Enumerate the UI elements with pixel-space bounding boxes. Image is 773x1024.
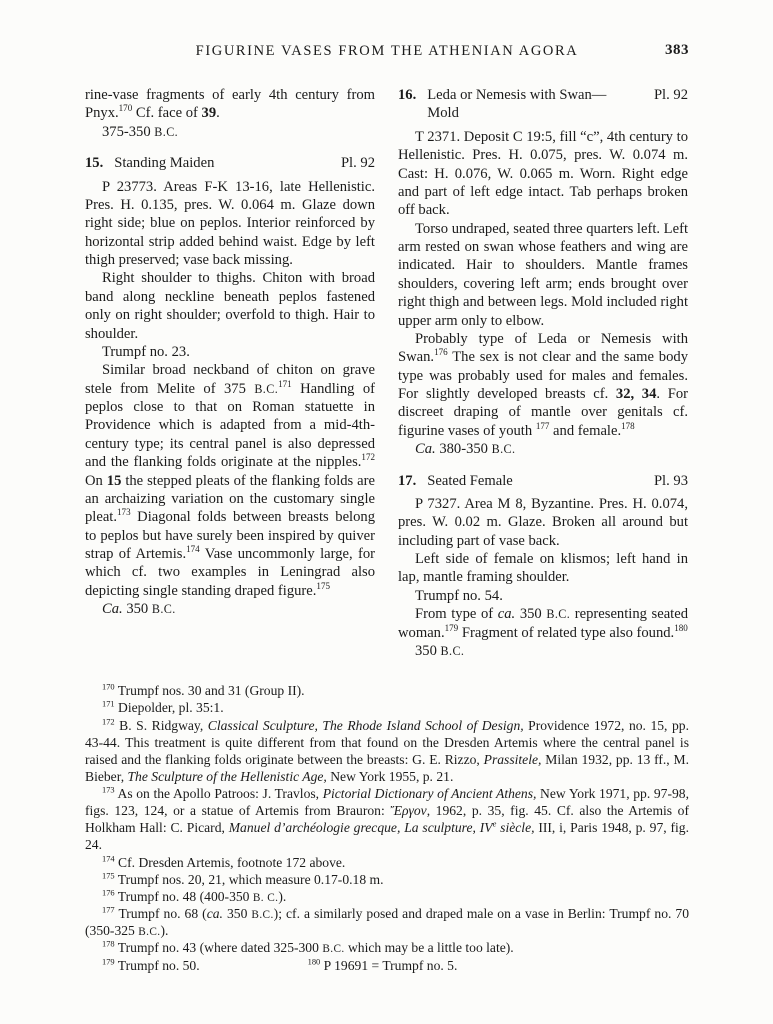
text-run: 350 <box>515 606 547 623</box>
text-run: B.C. <box>440 643 465 658</box>
text-run: Probably type of Leda or Nemesis with Swan. <box>398 330 688 366</box>
entry-heading <box>85 154 375 172</box>
text-run: ca. <box>497 606 516 623</box>
footnote-ref: 179 <box>444 622 459 633</box>
text-run: Diagonal folds between breasts belong to peplos but have surely been inspired by quiver strap of Artemis. <box>85 509 375 562</box>
text-run: B. C. <box>252 891 279 904</box>
text-run: B.C. <box>154 124 179 139</box>
text-run: Similar broad neckband of chiton on grave stele from Melite of 375 <box>85 362 375 397</box>
footnote-ref: 180 <box>674 622 688 633</box>
footnote-number: 174 <box>102 852 115 863</box>
footnote-ref: 177 <box>535 420 550 431</box>
text-run: Trumpf nos. 30 and 31 (Group II). <box>117 683 305 699</box>
text-run: and female. <box>549 422 622 439</box>
text-run: Diepolder, pl. 35:1. <box>118 700 224 716</box>
text-run: Ca. <box>102 601 123 618</box>
text-run: Trumpf nos. 20, 21, which measure 0.17-0.18 m. <box>117 871 384 887</box>
text-run: The Sculpture of the Hellenistic Age, <box>127 768 327 784</box>
text-run: P 23773. Areas F-K 13-16, late Hellenistic. Pres. H. 0.135, pres. W. 0.064 m. Glaze down right side; blue on peplos. Interior reinforced by horizontal strip added behind waist. Edge by left thigh preserved; vase back missing. <box>85 178 375 268</box>
text-run: B.C. <box>254 381 279 396</box>
text-run: Pictorial Dictionary of Ancient Athens, <box>322 786 537 801</box>
paragraph <box>85 123 375 141</box>
paragraph <box>85 86 375 123</box>
footnote-number: 176 <box>102 887 115 898</box>
page-number: 383 <box>665 42 689 58</box>
text-columns <box>85 86 689 660</box>
text-run: Trumpf no. 43 (where dated 325-300 <box>117 940 323 956</box>
text-run: Trumpf no. 68 ( <box>118 905 207 921</box>
text-run: T 2371. Deposit C 19:5, fill “c”, 4th century to Hellenistic. Pres. H. 0.075, pres. W. 0.074 m. Cast: H. 0.076, W. 0.065 m. Worn. Right edge and part of left edge intact. Tab perhaps broken off back. <box>398 128 688 219</box>
footnote-ref: 171 <box>278 378 292 389</box>
text-run: Ἔργον <box>390 803 427 819</box>
entry-heading <box>398 472 688 490</box>
text-run: , 1962, p. 35, fig. 45. Cf. also the Artemis of Holkham Hall: C. Picard, <box>85 803 690 836</box>
text-run: Trumpf no. 48 (400-350 <box>117 888 253 904</box>
text-run: Prassitele, <box>483 751 542 767</box>
text-run: Torso undraped, seated three quarters left. Left arm rested on swan whose feathers and wing are indicated. Hair to shoulders. Mantle frames shoulders, covering left arm; ends brought over right thigh and between legs. Mold included right upper arm only to elbow. <box>398 220 688 329</box>
footnote-ref: 178 <box>621 420 635 431</box>
text-run: 350 <box>122 601 152 618</box>
footnote-ref: e <box>492 818 497 829</box>
entry-title: Leda or Nemesis with Swan— Mold <box>427 87 607 122</box>
text-run: B.C. <box>546 607 571 622</box>
text-run: Ca. <box>415 441 436 458</box>
paragraph <box>85 178 375 270</box>
text-run: Cf. face of <box>132 105 202 122</box>
footnote-number: 175 <box>102 870 115 881</box>
running-title: FIGURINE VASES FROM THE ATHENIAN AGORA <box>195 43 579 59</box>
footnote-number: 173 <box>102 784 115 795</box>
entry-title: Seated Female <box>427 472 513 489</box>
text-run: 39 <box>201 105 217 122</box>
footnote-ref: 176 <box>434 347 448 358</box>
entry-number: 17. <box>398 472 417 489</box>
footnote <box>85 682 689 699</box>
text-run: Trumpf no. 23. <box>102 343 190 360</box>
text-run: the stepped pleats of the flanking folds are an archaizing variation on the customary single pleat. <box>85 472 375 526</box>
footnote <box>85 905 689 939</box>
text-run: Providence 1972, no. 15, pp. 43-44. This treatment is quite different from that found on the Dresden Artemis where the central panel is raised and the flanking folds originate between the breasts: G. E. Rizzo, <box>85 717 689 767</box>
text-run: From type of <box>415 606 498 623</box>
text-run: As on the Apollo Patroos: J. Travlos, <box>117 786 323 801</box>
footnote <box>85 854 689 871</box>
footnote-number: 172 <box>102 715 115 726</box>
text-run: ca. <box>206 905 223 921</box>
text-run: Right shoulder to thighs. Chiton with broad band along neckline beneath peplos fastened only on right shoulder; overfold to thigh. Hair to shoulder. <box>85 270 375 342</box>
paragraph <box>398 440 688 458</box>
paragraph <box>85 269 375 343</box>
footnote <box>85 699 689 716</box>
text-run: . For discreet draping of mantle over genitals cf. figurine vases of youth <box>398 386 688 439</box>
footnote <box>85 785 689 854</box>
text-run: 32, 34 <box>615 386 657 402</box>
footnote <box>85 717 689 786</box>
page-header <box>85 42 689 62</box>
footnote-ref: 170 <box>118 103 133 114</box>
plate-reference: Pl. 92 <box>340 155 375 172</box>
footnote-ref: 175 <box>316 580 330 591</box>
footnote-number: 179 <box>102 956 115 967</box>
text-run: Fragment of related type also found. <box>458 624 675 641</box>
text-run: On <box>85 472 107 489</box>
entry-title: Standing Maiden <box>114 155 215 172</box>
entry-number: 15. <box>85 155 104 172</box>
text-run: rine-vase fragments of early 4th century from Pnyx. <box>85 87 375 122</box>
text-run: 380-350 <box>435 441 492 458</box>
text-run: ). <box>278 888 287 904</box>
paragraph <box>85 343 375 361</box>
text-run: Milan 1932, pp. 13 ff., M. Bieber, <box>85 751 689 784</box>
footnote-ref: 172 <box>361 452 375 463</box>
footnote-number: 177 <box>102 904 115 915</box>
paragraph <box>398 550 688 587</box>
entry-number: 16. <box>398 87 417 103</box>
text-run: Trumpf no. 50. <box>117 957 200 973</box>
footnote-number: 180 <box>307 956 321 967</box>
plate-reference: Pl. 93 <box>653 472 688 489</box>
right-column <box>398 86 688 660</box>
paragraph <box>85 361 375 600</box>
footnotes-section <box>85 682 689 973</box>
text-run: B.C. <box>151 602 176 617</box>
paragraph <box>398 587 688 605</box>
text-run: B.C. <box>251 908 274 921</box>
footnote <box>85 888 689 905</box>
text-run: New York 1955, p. 21. <box>326 768 454 784</box>
text-run: ). <box>160 923 169 939</box>
text-run: Cf. Dresden Artemis, footnote 172 above. <box>118 854 346 870</box>
footnote <box>85 957 689 974</box>
text-run: B.C. <box>322 943 345 956</box>
paragraph <box>85 600 375 618</box>
text-run: B.C. <box>491 442 516 457</box>
text-run: ); cf. a similarly posed and draped male on a vase in Berlin: Trumpf no. 70 (350-325 <box>85 905 690 939</box>
left-column <box>85 86 375 660</box>
paragraph <box>398 220 688 330</box>
paragraph <box>398 330 688 440</box>
text-run: Trumpf no. 54. <box>415 587 503 604</box>
footnote <box>85 871 689 888</box>
footnote-number: 171 <box>102 698 115 709</box>
paragraph <box>398 642 688 660</box>
paragraph <box>398 128 688 220</box>
footnote-number: 178 <box>102 938 115 949</box>
footnote-number: 170 <box>102 681 115 692</box>
text-run: Left side of female on klismos; left hand in lap, mantle framing shoulder. <box>398 551 688 586</box>
text-run: P 7327. Area M 8, Byzantine. Pres. H. 0.074, pres. W. 0.02 m. Glaze. Broken all around but including part of vase back. <box>398 495 688 549</box>
text-run: 350 <box>222 905 252 921</box>
text-run: 375-350 <box>102 123 155 140</box>
text-run: B. S. Ridgway, <box>119 717 208 733</box>
text-run: representing seated woman. <box>398 606 689 641</box>
text-run: Vase uncommonly large, for which cf. two examples in Leningrad also depicting single standing draped figure. <box>85 546 375 599</box>
paragraph <box>398 495 688 550</box>
text-run: Manuel d’archéologie grecque, La sculpture, IV <box>228 820 493 836</box>
text-run: The sex is not clear and the same body type was probably used for males and females. For slightly developed breasts cf. <box>398 349 688 402</box>
footnote <box>85 939 689 956</box>
text-run: 350 <box>415 642 441 659</box>
plate-reference: Pl. 92 <box>653 87 688 103</box>
text-run: . <box>216 105 220 122</box>
text-run: 15 <box>106 472 122 489</box>
text-run: which may be a little too late). <box>344 940 514 956</box>
entry-heading <box>398 86 688 123</box>
text-run: P 19691 = Trumpf no. 5. <box>323 957 458 973</box>
text-run: Handling of peplos close to that on Roman statuette in Providence which is adapted from a mid-4th-century type; its central panel is also depressed and the flanking folds originate at the nipples. <box>85 380 375 471</box>
text-run: siècle, <box>496 820 535 836</box>
text-run: Classical Sculpture, The Rhode Island School of Design, <box>207 717 524 733</box>
footnote-ref: 174 <box>186 544 200 555</box>
footnote-ref: 173 <box>117 507 131 518</box>
paragraph <box>398 605 688 642</box>
text-run: New York 1971, pp. 97-98, figs. 123, 124, or a statue of Artemis from Brauron: <box>85 786 689 819</box>
text-run: B.C. <box>138 926 161 939</box>
text-run: III, i, Paris 1948, p. 97, fig. 24. <box>85 820 689 853</box>
